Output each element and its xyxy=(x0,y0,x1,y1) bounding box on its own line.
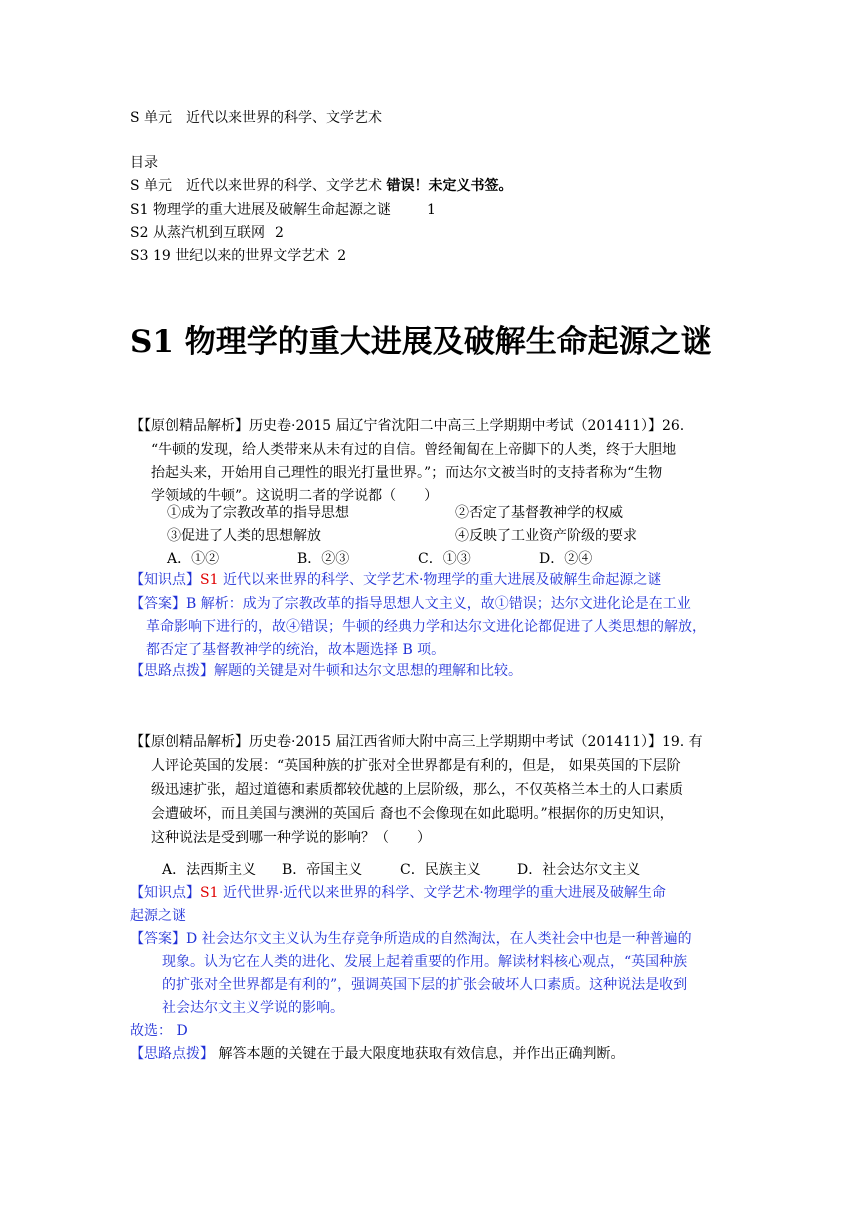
q1-answer-line: 都否定了基督教神学的统治，故本题选择 B 项。 xyxy=(146,642,446,658)
section-title: S1 物理学的重大进展及破解生命起源之谜 xyxy=(130,324,712,360)
q1-item-3: ③促进了人类的思想解放 xyxy=(167,528,321,544)
q1-item-1: ①成为了宗教改革的指导思想 xyxy=(167,505,349,521)
toc-page-number: 2 xyxy=(337,248,347,264)
knowledge-label: 【知识点】 xyxy=(130,885,200,901)
q2-stem-line: 这种说法是受到哪一种学说的影响？（ ） xyxy=(151,830,431,846)
q2-answer-line: 现象。认为它在人类的进化、发展上起着重要的作用。解读材料核心观点，“英国种族 xyxy=(162,954,688,970)
q1-option-a: A．①② xyxy=(167,551,220,567)
toc-item-s1[interactable] xyxy=(130,198,436,222)
q2-source: 【【原创精品解析】历史卷·2015 届江西省师大附中高三上学期期中考试（201411）】19. 有 xyxy=(130,734,703,750)
hint-label: 【思路点拨】 xyxy=(130,1046,214,1062)
q1-option-b: B．②③ xyxy=(297,551,350,567)
toc-page-number: 2 xyxy=(274,225,284,241)
toc-label: 目录 xyxy=(130,155,158,171)
knowledge-text: 近代以来世界的科学、文学艺术·物理学的重大进展及破解生命起源之谜 xyxy=(218,572,662,588)
q2-option-c: C．民族主义 xyxy=(400,862,481,878)
toc-item-s2[interactable] xyxy=(130,221,284,245)
toc-bookmark-error: 错误！未定义书签。 xyxy=(386,178,513,194)
q2-option-a: A．法西斯主义 xyxy=(162,862,257,878)
knowledge-text: 近代世界·近代以来世界的科学、文学艺术·物理学的重大进展及破解生命 xyxy=(218,885,666,901)
toc-item-text: S2 从蒸汽机到互联网 xyxy=(130,225,265,241)
q1-hint: 【思路点拨】解题的关键是对牛顿和达尔文思想的理解和比较。 xyxy=(130,663,522,679)
toc-page-number: 1 xyxy=(426,202,436,218)
q2-answer-line: 社会达尔文主义学说的影响。 xyxy=(162,1000,344,1016)
q1-stem-line: “牛顿的发现，给人类带来从未有过的自信。曾经匍匐在上帝脚下的人类，终于大胆地 xyxy=(151,442,677,458)
q2-option-d: D．社会达尔文主义 xyxy=(517,862,641,878)
q1-stem-line: 学领域的牛顿”。这说明二者的学说都（ ） xyxy=(151,488,439,504)
q1-answer-line: 【答案】B 解析：成为了宗教改革的指导思想人文主义，故①错误；达尔文进化论是在工业 xyxy=(130,596,691,612)
q2-knowledge-point xyxy=(130,881,666,905)
q1-knowledge-point xyxy=(130,568,661,592)
toc-item-text: S1 物理学的重大进展及破解生命起源之谜 xyxy=(130,202,391,218)
knowledge-label: 【知识点】 xyxy=(130,572,200,588)
q2-hint xyxy=(130,1042,624,1066)
knowledge-code: S1 xyxy=(200,572,219,588)
q1-item-2: ②否定了基督教神学的权威 xyxy=(455,505,623,521)
q2-choice: 故选： D xyxy=(130,1023,188,1039)
q1-option-d: D．②④ xyxy=(539,551,593,567)
q2-answer-line: 【答案】D 社会达尔文主义认为生存竞争所造成的自然淘汰，在人类社会中也是一种普遍的 xyxy=(130,931,692,947)
q2-knowledge-cont: 起源之谜 xyxy=(130,908,186,924)
q2-stem-line: 会遭破坏，而且美国与澳洲的英国后 裔也不会像现在如此聪明。”根据你的历史知识， xyxy=(151,806,674,822)
q2-option-b: B．帝国主义 xyxy=(282,862,363,878)
q1-option-c: C．①③ xyxy=(418,551,471,567)
toc-item-s3[interactable] xyxy=(130,244,346,268)
q1-source: 【【原创精品解析】历史卷·2015 届辽宁省沈阳二中高三上学期期中考试（201411）】26. xyxy=(130,418,685,434)
unit-title: S 单元 近代以来世界的科学、文学艺术 xyxy=(130,110,383,126)
knowledge-code: S1 xyxy=(200,885,219,901)
hint-text: 解答本题的关键在于最大限度地获取有效信息，并作出正确判断。 xyxy=(214,1046,625,1062)
toc-item-text: S3 19 世纪以来的世界文学艺术 xyxy=(130,248,330,264)
q2-stem-line: 级迅速扩张，超过道德和素质都较优越的上层阶级，那么，不仅英格兰本土的人口素质 xyxy=(151,782,683,798)
q1-stem-line: 抬起头来，开始用自己理性的眼光打量世界。”；而达尔文被当时的支持者称为“生物 xyxy=(151,465,663,481)
q1-item-4: ④反映了工业资产阶级的要求 xyxy=(455,528,637,544)
q2-answer-line: 的扩张对全世界都是有利的”，强调英国下层的扩张会破坏人口素质。这种说法是收到 xyxy=(162,977,688,993)
toc-item-unit[interactable] xyxy=(130,174,513,198)
q1-answer-line: 革命影响下进行的，故④错误；牛顿的经典力学和达尔文进化论都促进了人类思想的解放， xyxy=(146,619,706,635)
q2-stem-line: 人评论英国的发展：“英国种族的扩张对全世界都是有利的，但是， 如果英国的下层阶 xyxy=(151,758,681,774)
toc-item-text: S 单元 近代以来世界的科学、文学艺术 xyxy=(130,178,387,194)
